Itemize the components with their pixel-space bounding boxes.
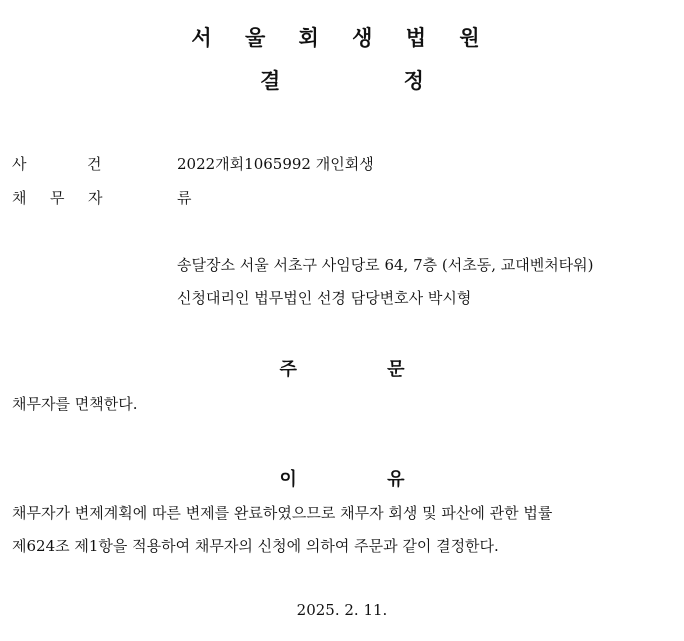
reason-text-line-1: 채무자가 변제계획에 따른 변제를 완료하였으므로 채무자 회생 및 파산에 관한 법률: [12, 504, 553, 522]
case-label-char-2: 건: [87, 155, 102, 173]
debtor-label-char-2: 무: [50, 189, 65, 207]
delivery-address: 송달장소 서울 서초구 사임당로 64, 7층 (서초동, 교대벤처타워): [177, 256, 594, 274]
decision-date: 2025. 2. 11.: [296, 601, 388, 619]
order-heading: [0, 355, 684, 381]
document-type-char-1: 결: [260, 68, 281, 93]
order-heading-char-1: 주: [279, 359, 297, 380]
case-label-char-1: 사: [12, 155, 27, 173]
document-type-char-2: 정: [403, 68, 424, 93]
case-number: 2022개회1065992 개인회생: [177, 155, 374, 173]
order-heading-char-2: 문: [387, 359, 405, 380]
applicant-agent: 신청대리인 법무법인 선경 담당변호사 박시형: [177, 289, 472, 307]
reason-heading: [0, 465, 684, 491]
case-label: [12, 153, 102, 174]
reason-text-line-2: 제624조 제1항을 적용하여 채무자의 신청에 의하여 주문과 같이 결정한다.: [12, 537, 499, 555]
debtor-label-char-3: 자: [88, 189, 103, 207]
court-name: 서 울 회 생 법 원: [191, 25, 493, 50]
debtor-name: 류: [177, 189, 192, 207]
document-type-title: [0, 65, 684, 95]
debtor-label-char-1: 채: [12, 189, 27, 207]
reason-heading-char-1: 이: [279, 469, 297, 490]
reason-heading-char-2: 유: [387, 469, 405, 490]
order-text: 채무자를 면책한다.: [12, 395, 138, 413]
debtor-label: [12, 187, 103, 208]
